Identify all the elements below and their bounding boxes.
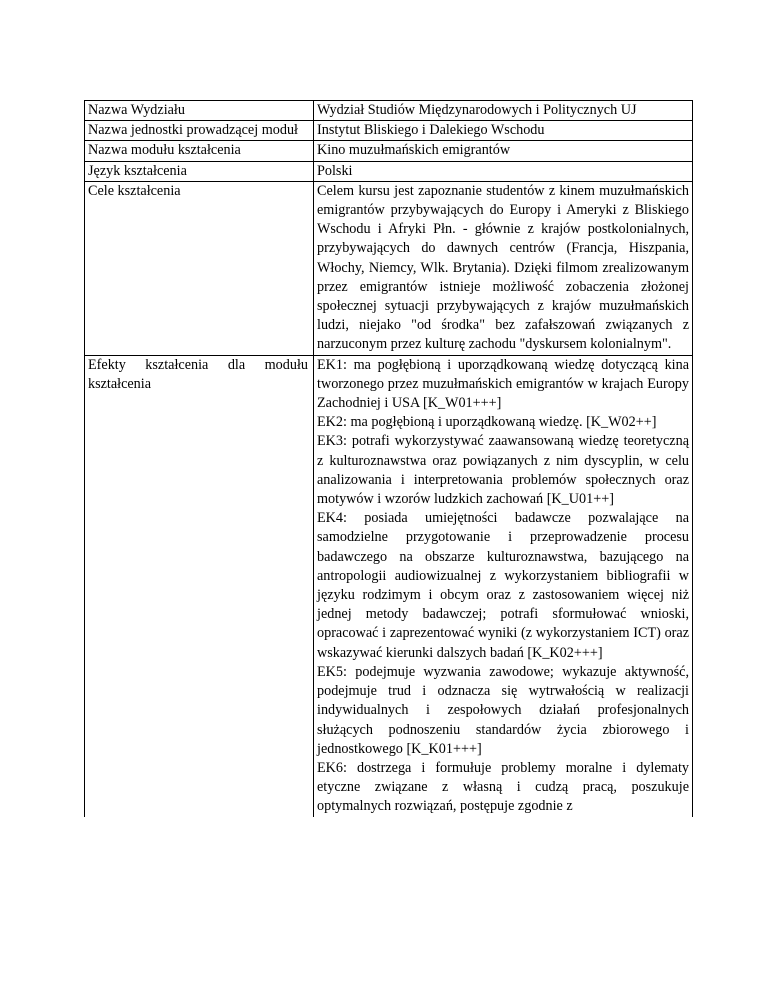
module-info-table (84, 100, 693, 817)
language-value: Polski (314, 161, 693, 181)
learning-outcome-ek2: EK2: ma pogłębioną i uporządkowaną wiedzę. [K_W02++] (317, 414, 657, 431)
language-label: Język kształcenia (85, 161, 314, 181)
objectives-value: Celem kursu jest zapoznanie studentów z kinem muzułmańskich emigrantów przybywających do Europy i Ameryki z Bliskiego Wschodu i Afryki Płn. - głównie z krajów postkolonialnych, przybywających do dawnych centrów (Francja, Hiszpania, Włochy, Niemcy, Wlk. Brytania). Dzięki filmom zrealizowanym przez emigrantów istnieje możliwość zobaczenia złożonej społecznej sytuacji przybywających z krajów muzułmańskich ludzi, niejako "od środka" bez zafałszowań związanych z narzuconym przez kulturę zachodu "dyskursem kolonialnym". (314, 181, 693, 355)
learning-outcome-ek5: EK5: podejmuje wyzwania zawodowe; wykazuje aktywność, podejmuje trud i odznacza się wytrwałością w realizacji indywidualnych i zespołowych działań profesjonalnych służących podnoszeniu standardów życia zbiorowego i jednostkowego [K_K01+++] (317, 663, 689, 757)
faculty-label: Nazwa Wydziału (85, 101, 314, 121)
learning-outcome-ek6: EK6: dostrzega i formułuje problemy moralne i dylematy etyczne związane z własną i cudzą pracą, poszukuje optymalnych rozwiązań, postępuje zgodnie z (317, 759, 689, 815)
learning-outcomes-value (314, 355, 693, 816)
table-row-unit (85, 121, 693, 141)
table-row-module-name (85, 141, 693, 161)
learning-outcome-ek1: EK1: ma pogłębioną i uporządkowaną wiedzę dotyczącą kina tworzonego przez muzułmańskich emigrantów w krajach Europy Zachodniej i USA [K_W01+++] (317, 356, 689, 412)
learning-outcome-ek3: EK3: potrafi wykorzystywać zaawansowaną wiedzę teoretyczną z kulturoznawstwa oraz powiązanych z nim dyscyplin, w celu analizowania i interpretowania problemów społecznych oraz motywów i wzorów ludzkich zachowań [K_U01++] (317, 433, 689, 508)
table-row-learning-outcomes (85, 355, 693, 816)
unit-label: Nazwa jednostki prowadzącej moduł (85, 121, 314, 141)
table-row-language (85, 161, 693, 181)
learning-outcome-ek4: EK4: posiada umiejętności badawcze pozwalające na samodzielne przygotowanie i przeprowadzenie procesu badawczego na obszarze kulturoznawstwa, bazującego na antropologii audiowizualnej z wykorzystaniem bibliografii w języku rodzimym i obcym oraz z zastosowaniem więcej niż jednej metody badawczej; potrafi sformułować wnioski, opracować i zaprezentować wyniki (z wykorzystaniem ICT) oraz wskazywać kierunki dalszych badań [K_K02+++] (317, 510, 689, 661)
objectives-label: Cele kształcenia (85, 181, 314, 355)
table-row-objectives (85, 181, 693, 355)
module-name-value: Kino muzułmańskich emigrantów (314, 141, 693, 161)
table-row-faculty (85, 101, 693, 121)
module-name-label: Nazwa modułu kształcenia (85, 141, 314, 161)
faculty-value: Wydział Studiów Międzynarodowych i Politycznych UJ (314, 101, 693, 121)
learning-outcomes-label: Efekty kształcenia dla modułu kształcenia (85, 355, 314, 816)
unit-value: Instytut Bliskiego i Dalekiego Wschodu (314, 121, 693, 141)
